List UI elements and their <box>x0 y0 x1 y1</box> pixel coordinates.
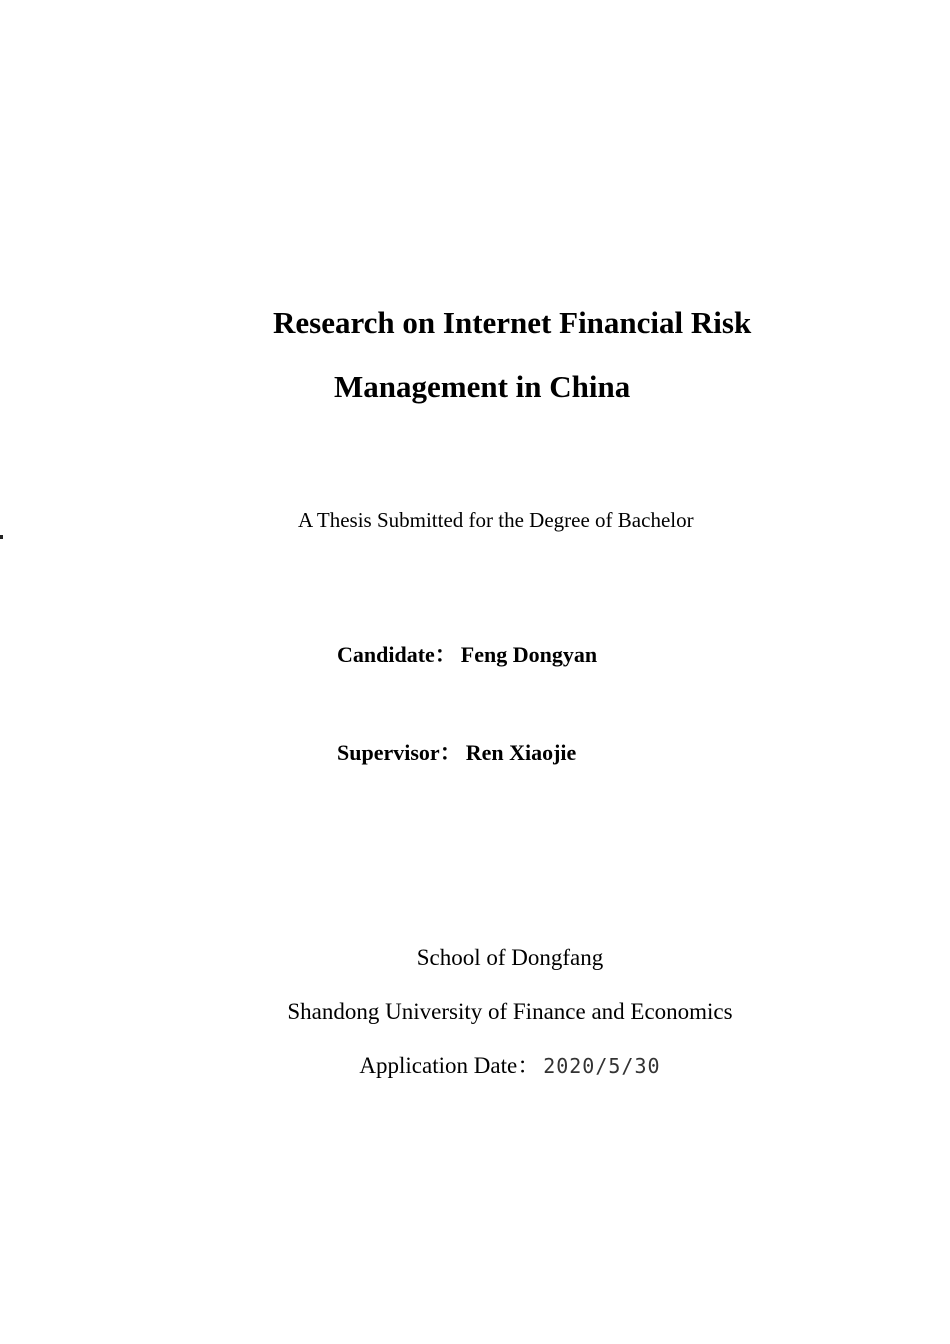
candidate-label: Candidate <box>337 642 435 667</box>
application-date-line <box>0 1054 950 1077</box>
candidate-name: Feng Dongyan <box>460 642 598 667</box>
application-date-value: 2020/5/30 <box>543 1054 661 1078</box>
supervisor-separator: ： <box>439 740 462 765</box>
degree-subtitle: A Thesis Submitted for the Degree of Bachelor <box>298 508 694 532</box>
university-name: Shandong University of Finance and Economics <box>287 999 733 1024</box>
thesis-title-line-1: Research on Internet Financial Risk <box>273 305 752 340</box>
candidate-separator: ： <box>434 642 457 667</box>
school-name: School of Dongfang <box>416 945 604 970</box>
application-date-label: Application Date <box>359 1053 518 1078</box>
candidate-line <box>337 644 597 666</box>
supervisor-line <box>337 742 576 764</box>
application-date-separator: ： <box>517 1053 541 1078</box>
supervisor-label: Supervisor <box>337 740 440 765</box>
stray-mark <box>0 535 3 539</box>
thesis-title-line-2: Management in China <box>334 369 631 404</box>
supervisor-name: Ren Xiaojie <box>465 740 577 765</box>
